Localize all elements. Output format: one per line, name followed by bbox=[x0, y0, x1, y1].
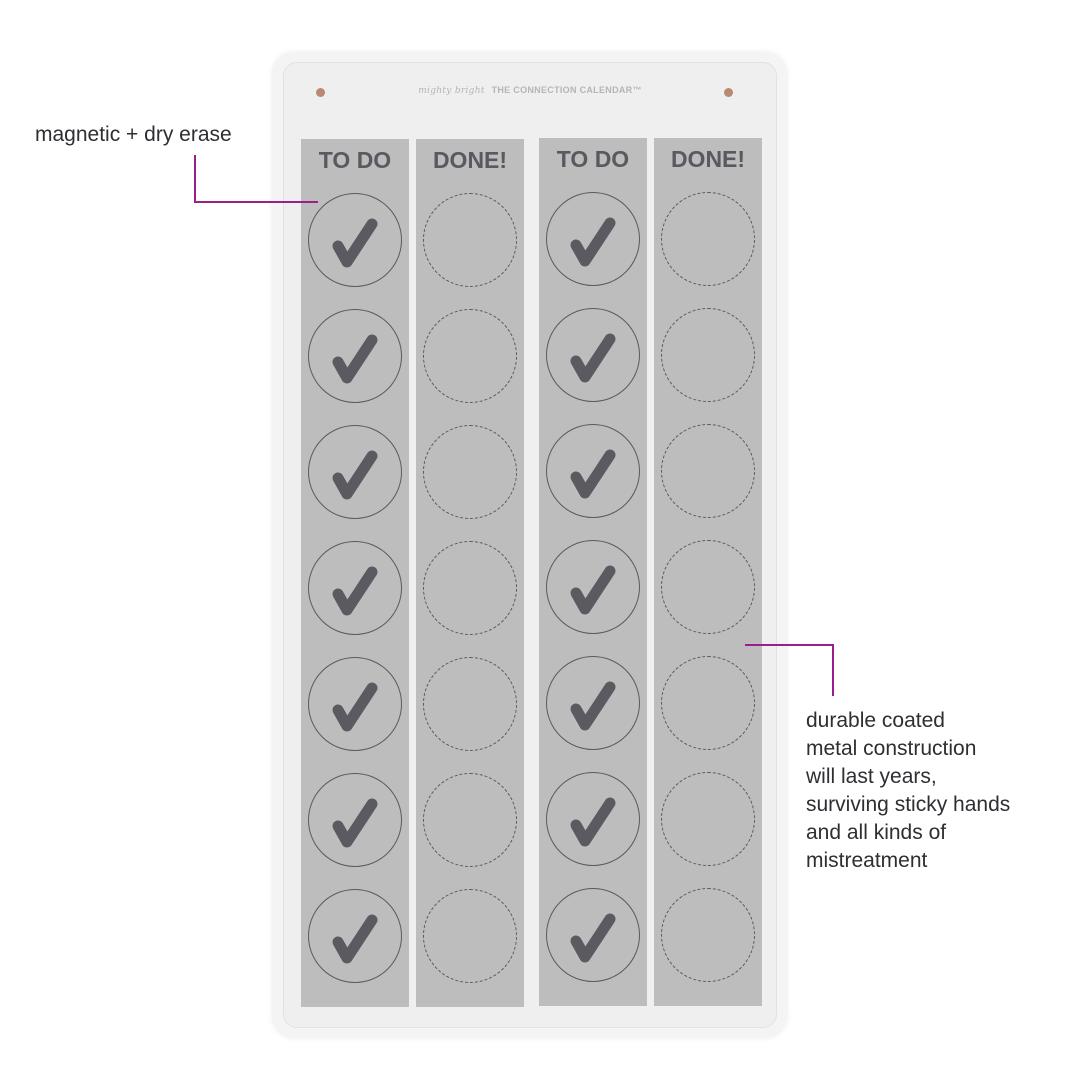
callout-line: and all kinds of bbox=[806, 821, 947, 844]
callout-line: mistreatment bbox=[806, 849, 928, 872]
empty-slot[interactable] bbox=[423, 773, 517, 867]
checkmark-magnet[interactable] bbox=[546, 772, 640, 866]
empty-slot[interactable] bbox=[423, 657, 517, 751]
checkmark-magnet[interactable] bbox=[308, 193, 402, 287]
callout-durable bbox=[806, 707, 1010, 875]
column-header: DONE! bbox=[432, 147, 508, 173]
empty-slot[interactable] bbox=[661, 424, 755, 518]
left-callout-line-h bbox=[194, 201, 318, 203]
column-header: TO DO bbox=[556, 146, 630, 172]
callout-line: durable coated bbox=[806, 709, 945, 732]
checkmark-magnet[interactable] bbox=[308, 657, 402, 751]
checkmark-icon bbox=[547, 309, 641, 403]
checkmark-magnet[interactable] bbox=[308, 309, 402, 403]
checkmark-magnet[interactable] bbox=[308, 773, 402, 867]
todo-column bbox=[301, 139, 409, 1007]
done-column bbox=[416, 139, 524, 1007]
callout-line: metal construction bbox=[806, 737, 977, 760]
empty-slot[interactable] bbox=[661, 308, 755, 402]
checkmark-magnet[interactable] bbox=[546, 192, 640, 286]
done-column bbox=[654, 138, 762, 1006]
checkmark-icon bbox=[547, 889, 641, 983]
empty-slot[interactable] bbox=[423, 541, 517, 635]
checkmark-icon bbox=[547, 425, 641, 519]
checkmark-magnet[interactable] bbox=[308, 541, 402, 635]
checkmark-magnet[interactable] bbox=[546, 888, 640, 982]
empty-slot[interactable] bbox=[423, 193, 517, 287]
empty-slot[interactable] bbox=[423, 889, 517, 983]
board-title: THE CONNECTION CALENDAR™ bbox=[491, 85, 642, 95]
checkmark-magnet[interactable] bbox=[308, 889, 402, 983]
checkmark-magnet[interactable] bbox=[546, 540, 640, 634]
checkmark-icon bbox=[309, 658, 403, 752]
right-callout-line bbox=[832, 644, 834, 696]
checkmark-magnet[interactable] bbox=[308, 425, 402, 519]
checkmark-icon bbox=[547, 773, 641, 867]
todo-column bbox=[539, 138, 647, 1006]
empty-slot[interactable] bbox=[423, 425, 517, 519]
checkmark-icon bbox=[547, 541, 641, 635]
checkmark-icon bbox=[309, 194, 403, 288]
empty-slot[interactable] bbox=[661, 656, 755, 750]
brand-logo: mighty bright bbox=[418, 86, 485, 96]
callout-line: surviving sticky hands bbox=[806, 793, 1011, 816]
checkmark-magnet[interactable] bbox=[546, 308, 640, 402]
checkmark-icon bbox=[309, 890, 403, 984]
column-header: TO DO bbox=[318, 147, 392, 173]
empty-slot[interactable] bbox=[661, 192, 755, 286]
empty-slot[interactable] bbox=[661, 888, 755, 982]
checkmark-icon bbox=[309, 774, 403, 868]
empty-slot[interactable] bbox=[423, 309, 517, 403]
left-callout-line bbox=[194, 155, 196, 203]
checkmark-icon bbox=[547, 193, 641, 287]
checkmark-icon bbox=[309, 310, 403, 404]
checkmark-icon bbox=[309, 542, 403, 636]
empty-slot[interactable] bbox=[661, 772, 755, 866]
checkmark-magnet[interactable] bbox=[546, 424, 640, 518]
empty-slot[interactable] bbox=[661, 540, 755, 634]
callout-magnetic: magnetic + dry erase bbox=[35, 123, 232, 146]
checkmark-magnet[interactable] bbox=[546, 656, 640, 750]
callout-line: will last years, bbox=[806, 765, 937, 788]
board-header bbox=[283, 85, 777, 96]
column-header: DONE! bbox=[670, 146, 746, 172]
checkmark-icon bbox=[547, 657, 641, 751]
right-callout-line-h bbox=[745, 644, 834, 646]
checkmark-icon bbox=[309, 426, 403, 520]
